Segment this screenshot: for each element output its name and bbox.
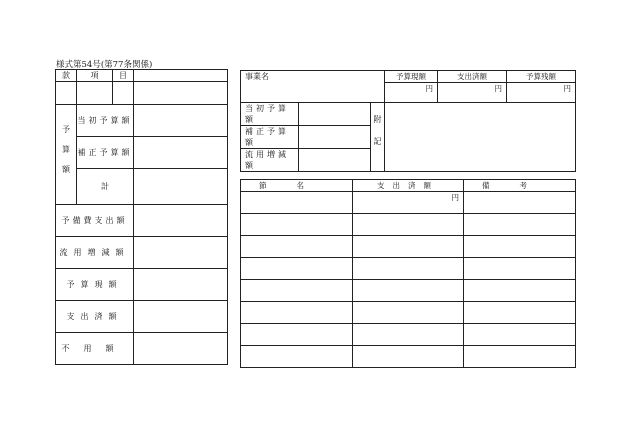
value-transfer-change[interactable] xyxy=(134,237,228,269)
label-revised-budget-right: 補正予算額 xyxy=(241,126,299,149)
value-unused[interactable] xyxy=(134,333,228,365)
col-expended: 支出済額 xyxy=(438,71,507,83)
value-revised-budget[interactable] xyxy=(134,137,228,169)
label-unused: 不用額 xyxy=(56,333,134,365)
table-row-cell[interactable] xyxy=(464,192,576,214)
table-row-cell[interactable] xyxy=(464,236,576,258)
note-label: 附記 xyxy=(371,103,385,172)
value-total[interactable] xyxy=(134,169,228,205)
label-transfer-change: 流用増減額 xyxy=(56,237,134,269)
table-row-cell[interactable] xyxy=(241,236,353,258)
label-initial-budget: 当初予算額 xyxy=(77,105,134,137)
col-remarks: 備考 xyxy=(464,180,576,192)
value-current-budget[interactable] xyxy=(134,269,228,301)
left-budget-table xyxy=(55,69,228,365)
value-expended-yen[interactable]: 円 xyxy=(438,83,507,103)
col-expended-amount: 支出済額 xyxy=(353,180,464,192)
table-row-cell[interactable] xyxy=(241,192,353,214)
note-area[interactable] xyxy=(385,103,576,172)
table-row-cell[interactable] xyxy=(353,214,464,236)
value-initial-budget[interactable] xyxy=(134,105,228,137)
label-reserve-expenditure: 予備費支出額 xyxy=(56,205,134,237)
table-row-cell[interactable] xyxy=(464,346,576,368)
table-row-cell[interactable] xyxy=(353,324,464,346)
value-remaining-yen[interactable]: 円 xyxy=(507,83,576,103)
table-row-cell[interactable] xyxy=(353,302,464,324)
table-row-cell[interactable] xyxy=(241,214,353,236)
project-table xyxy=(240,70,576,172)
table-row-cell[interactable] xyxy=(241,346,353,368)
budget-group-label: 予算額 xyxy=(56,105,77,205)
value-initial-budget-right[interactable] xyxy=(299,103,371,126)
value-transfer-change-right[interactable] xyxy=(299,149,371,172)
value-current-budget-yen[interactable]: 円 xyxy=(385,83,438,103)
label-expended: 支出済額 xyxy=(56,301,134,333)
table-row-cell[interactable] xyxy=(464,302,576,324)
table-row-cell[interactable] xyxy=(353,280,464,302)
table-row-cell[interactable] xyxy=(353,236,464,258)
header-blank xyxy=(134,70,228,82)
col-section-name: 節名 xyxy=(241,180,353,192)
value-revised-budget-right[interactable] xyxy=(299,126,371,149)
section-table xyxy=(240,179,576,368)
label-transfer-change-right: 流用増減額 xyxy=(241,149,299,172)
input-kan[interactable] xyxy=(56,82,77,105)
col-remaining: 予算残額 xyxy=(507,71,576,83)
header-kan: 款 xyxy=(56,70,77,82)
input-kou-moku[interactable] xyxy=(77,82,134,105)
table-row-cell-yen[interactable]: 円 xyxy=(353,192,464,214)
table-row-cell[interactable] xyxy=(464,214,576,236)
header-kou: 項 目 xyxy=(77,70,134,82)
project-name-label: 事業名 xyxy=(241,71,385,103)
value-reserve-expenditure[interactable] xyxy=(134,205,228,237)
table-row-cell[interactable] xyxy=(241,324,353,346)
input-blank[interactable] xyxy=(134,82,228,105)
table-row-cell[interactable] xyxy=(241,258,353,280)
form-number: 様式第54号(第77条関係) xyxy=(56,60,153,70)
label-revised-budget: 補正予算額 xyxy=(77,137,134,169)
label-current-budget: 予算現額 xyxy=(56,269,134,301)
table-row-cell[interactable] xyxy=(353,258,464,280)
value-expended[interactable] xyxy=(134,301,228,333)
table-row-cell[interactable] xyxy=(241,280,353,302)
table-row-cell[interactable] xyxy=(464,280,576,302)
col-current-budget: 予算現額 xyxy=(385,71,438,83)
table-row-cell[interactable] xyxy=(241,302,353,324)
label-initial-budget-right: 当初予算額 xyxy=(241,103,299,126)
table-row-cell[interactable] xyxy=(464,258,576,280)
label-total: 計 xyxy=(77,169,134,205)
table-row-cell[interactable] xyxy=(464,324,576,346)
table-row-cell[interactable] xyxy=(353,346,464,368)
